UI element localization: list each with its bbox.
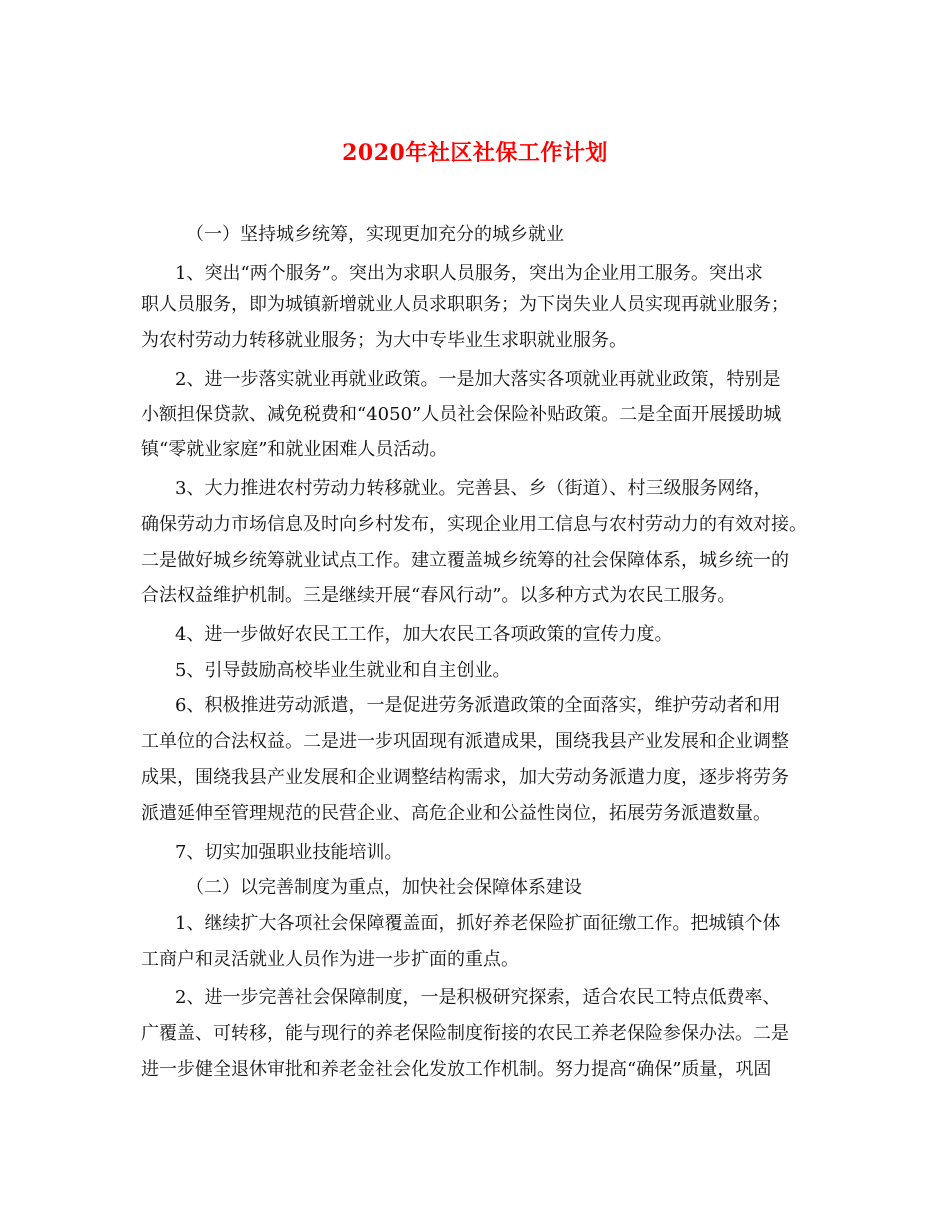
paragraph-line: 合法权益维护机制。三是继续开展“春风行动”。以多种方式为农民工服务。 <box>141 585 736 606</box>
paragraph-line: 工单位的合法权益。二是进一步巩固现有派遣成果，围绕我县产业发展和企业调整 <box>141 731 789 752</box>
paragraph-line: 成果，围绕我县产业发展和企业调整结构需求，加大劳动务派遣力度，逐步将劳务 <box>141 767 789 788</box>
paragraph-line: 镇“零就业家庭”和就业困难人员活动。 <box>141 439 448 460</box>
paragraph-line: 1、继续扩大各项社会保障覆盖面，抓好养老保险扩面征缴工作。把城镇个体 <box>175 913 781 934</box>
paragraph-line: 职人员服务，即为城镇新增就业人员求职职务；为下岗失业人员实现再就业服务； <box>141 294 789 315</box>
document-title: 2020年社区社保工作计划 <box>342 140 608 166</box>
paragraph-line: 二是做好城乡统筹就业试点工作。建立覆盖城乡统筹的社会保障体系，城乡统一的 <box>141 550 789 571</box>
paragraph-line: 2、进一步落实就业再就业政策。一是加大落实各项就业再就业政策，特别是 <box>175 369 781 390</box>
paragraph-line: 1、突出“两个服务”。突出为求职人员服务，突出为企业用工服务。突出求 <box>175 263 763 284</box>
paragraph-line: 确保劳动力市场信息及时向乡村发布，实现企业用工信息与农村劳动力的有效对接。 <box>141 514 807 535</box>
paragraph-line: 小额担保贷款、减免税费和“4050”人员社会保险补贴政策。二是全面开展援助城 <box>141 404 782 425</box>
paragraph-line: 工商户和灵活就业人员作为进一步扩面的重点。 <box>141 949 519 970</box>
paragraph-line: 4、进一步做好农民工工作，加大农民工各项政策的宣传力度。 <box>175 624 673 645</box>
paragraph-line: 5、引导鼓励高校毕业生就业和自主创业。 <box>175 660 511 681</box>
paragraph-line: 进一步健全退休审批和养老金社会化发放工作机制。努力提高“确保”质量，巩固 <box>141 1059 772 1080</box>
paragraph-line: 2、进一步完善社会保障制度，一是积极研究探索，适合农民工特点低费率、 <box>175 987 781 1008</box>
paragraph-line: 为农村劳动力转移就业服务；为大中专毕业生求职就业服务。 <box>141 330 627 351</box>
paragraph-line: 3、大力推进农村劳动力转移就业。完善县、乡（街道）、村三级服务网络， <box>175 478 772 499</box>
paragraph-line: 广覆盖、可转移，能与现行的养老保险制度衔接的农民工养老保险参保办法。二是 <box>141 1023 789 1044</box>
paragraph-line: 6、积极推进劳动派遣，一是促进劳务派遣政策的全面落实，维护劳动者和用 <box>175 695 781 716</box>
paragraph-line: 派遣延伸至管理规范的民营企业、高危企业和公益性岗位，拓展劳务派遣数量。 <box>141 803 771 824</box>
paragraph-line: 7、切实加强职业技能培训。 <box>175 842 403 863</box>
section-heading-1: （一）坚持城乡统筹，实现更加充分的城乡就业 <box>186 224 564 245</box>
section-heading-2: （二）以完善制度为重点，加快社会保障体系建设 <box>186 877 582 898</box>
